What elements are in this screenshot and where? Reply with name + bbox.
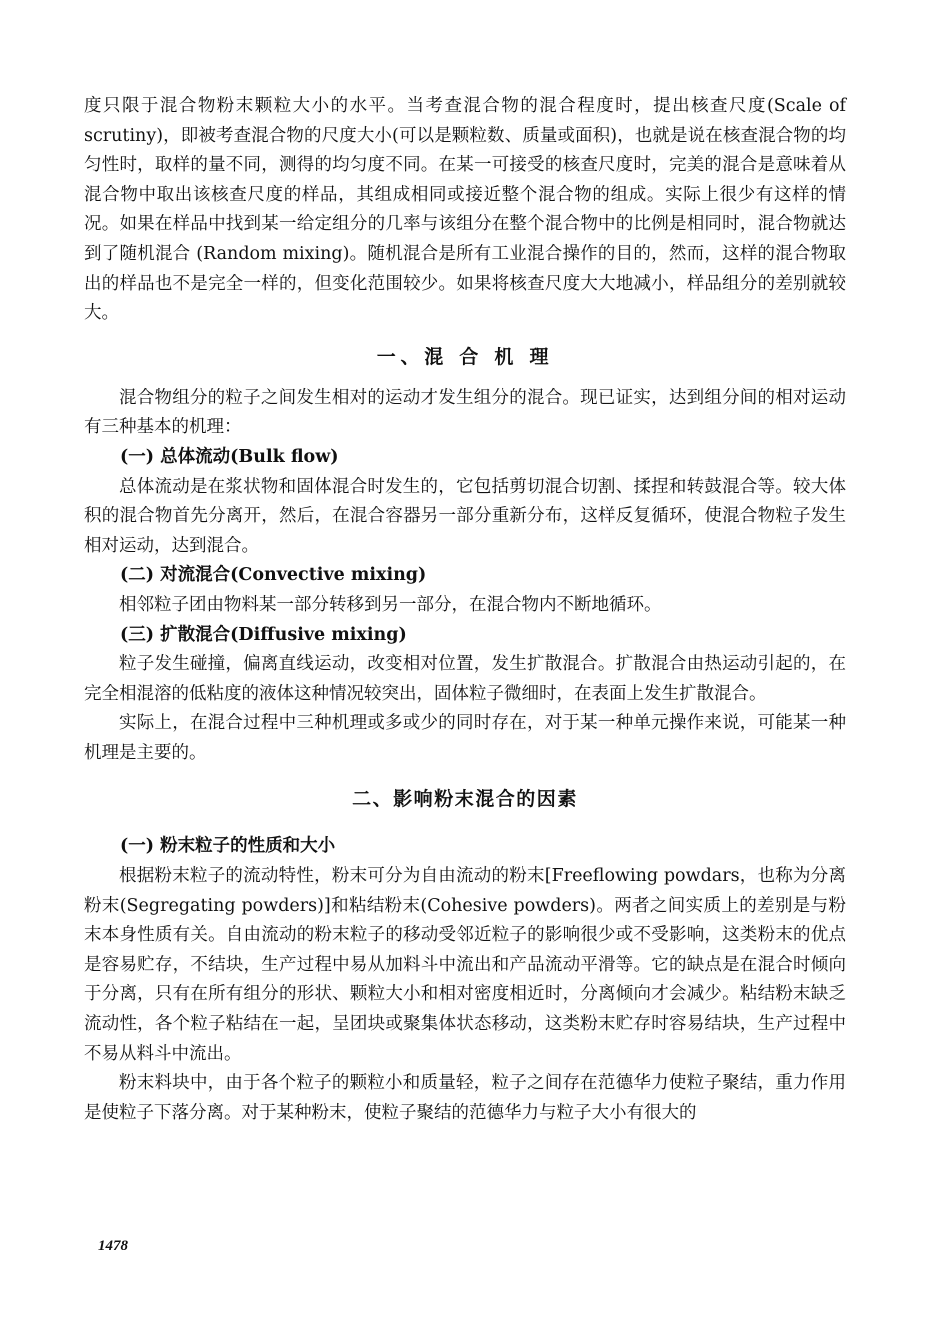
page-number: 1478 bbox=[98, 1238, 128, 1254]
paragraph-mechanism-intro: 混合物组分的粒子之间发生相对的运动才发生组分的混合。现已证实，达到组分间的相对运动有三种基本的机理： bbox=[84, 387, 846, 438]
paragraph-convective-mixing: 相邻粒子团由物料某一部分转移到另一部分，在混合物内不断地循环。 bbox=[119, 594, 662, 615]
paragraph-random-mixing: 度只限于混合物粉末颗粒大小的水平。当考查混合物的混合程度时，提出核查尺度(Scale of scrutiny)，即被考查混合物的尺度大小(可以是颗粒数、质量或面积)，也就是说在核查混合物的均匀性时，取样的量不同，测得的均匀度不同。在某一可接受的核查尺度时，完美的混合是意味着从混合物中取出该核查尺度的样品，其组成相同或接近整个混合物的组成。实际上很少有这样的情况。如果在样品中找到某一给定组分的几率与该组分在整个混合物中的比例是相同时，混合物就达到了随机混合 (Random mixing)。随机混合是所有工业混合操作的目的，然而，这样的混合物取出的样品也不是完全一样的，但变化范围较少。如果将核查尺度大大地减小，样品组分的差别就较大。 bbox=[84, 96, 846, 324]
page-body bbox=[84, 92, 846, 1128]
subheading-particle-properties: (一) 粉末粒子的性质和大小 bbox=[120, 836, 336, 857]
subheading-bulk-flow: (一) 总体流动(Bulk flow) bbox=[120, 446, 339, 467]
section-heading-mixing-mechanism: 一、混 合 机 理 bbox=[376, 345, 554, 368]
paragraph-powder-flow-types: 根据粉末粒子的流动特性，粉末可分为自由流动的粉末[Freeflowing powdars，也称为分离粉末(Segregating powders)]和粘结粉末(Cohesive powders)。两者之间实质上的差别是与粉末本身性质有关。自由流动的粉末粒子的移动受邻近粒子的影响很少或不受影响，这类粉末的优点是容易贮存，不结块，生产过程中易从加料斗中流出和产品流动平滑等。它的缺点是在混合时倾向于分离，只有在所有组分的形状、颗粒大小和相对密度相近时，分离倾向才会减少。粘结粉末缺乏流动性，各个粒子粘结在一起，呈团块或聚集体状态移动，这类粉末贮存时容易结块，生产过程中不易从料斗中流出。 bbox=[84, 866, 846, 1064]
paragraph-van-der-waals: 粉末料块中，由于各个粒子的颗粒小和质量轻，粒子之间存在范德华力使粒子聚结，重力作用是使粒子下落分离。对于某种粉末，使粒子聚结的范德华力与粒子大小有很大的 bbox=[84, 1073, 846, 1123]
paragraph-diffusive-mixing: 粒子发生碰撞，偏离直线运动，改变相对位置，发生扩散混合。扩散混合由热运动引起的，在完全相混溶的低粘度的液体这种情况较突出，固体粒子微细时，在表面上发生扩散混合。 bbox=[84, 654, 846, 704]
section-heading-powder-mixing-factors: 二、影响粉末混合的因素 bbox=[352, 788, 578, 811]
subheading-diffusive-mixing: (三) 扩散混合(Diffusive mixing) bbox=[120, 624, 407, 645]
paragraph-mechanism-summary: 实际上，在混合过程中三种机理或多或少的同时存在，对于某一种单元操作来说，可能某一种机理是主要的。 bbox=[84, 713, 846, 763]
subheading-convective-mixing: (二) 对流混合(Convective mixing) bbox=[120, 565, 427, 586]
paragraph-bulk-flow: 总体流动是在浆状物和固体混合时发生的，它包括剪切混合切割、揉捏和转鼓混合等。较大体积的混合物首先分离开，然后，在混合容器另一部分重新分布，这样反复循环，使混合物粒子发生相对运动，达到混合。 bbox=[84, 476, 846, 556]
